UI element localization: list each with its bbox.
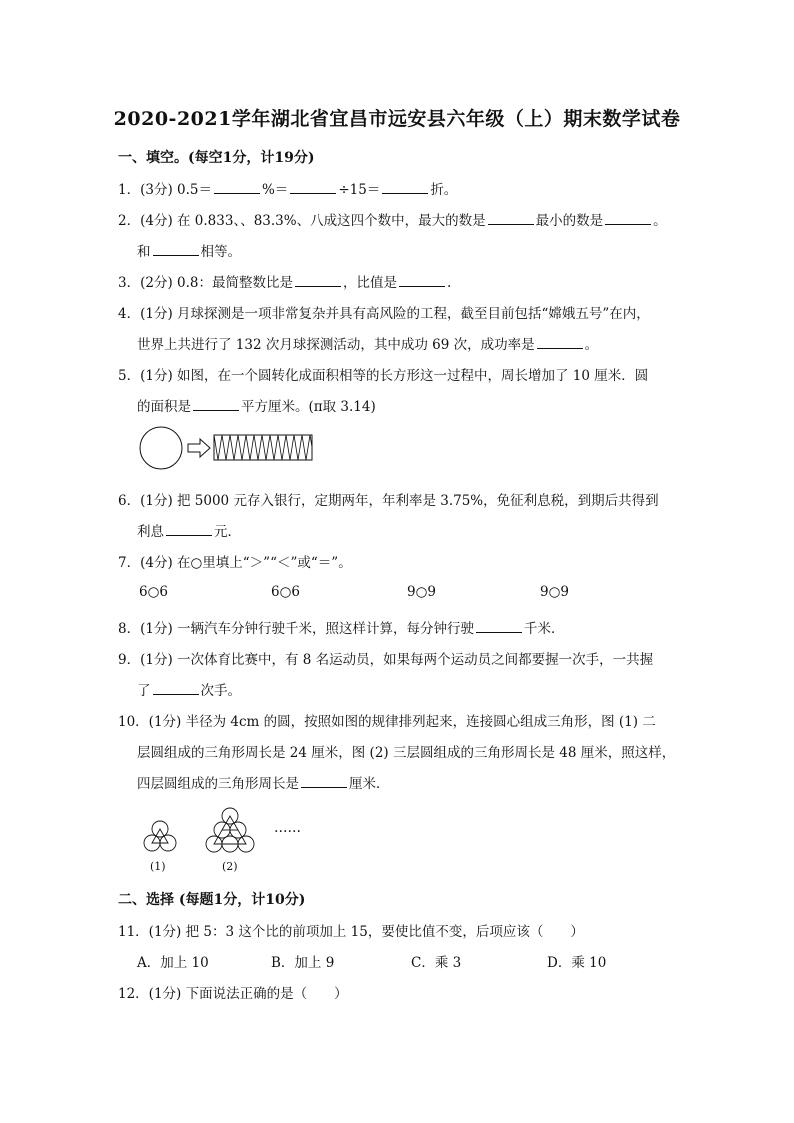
- question-2-line-2: 和 相等。: [137, 240, 241, 260]
- answer-blank[interactable]: [295, 272, 341, 287]
- section-1-heading: 一、填空。(每空1分，计19分): [118, 150, 315, 166]
- circle-triangle-figure-2: [198, 806, 262, 862]
- question-5-line-2: 的面积是 平方厘米。(π取 3.14): [137, 395, 376, 415]
- section-2-heading: 二、选择 (每题1分，计10分): [118, 892, 306, 908]
- question-6-line-2: 利息 元．: [137, 520, 241, 540]
- answer-blank[interactable]: [214, 179, 260, 194]
- answer-blank[interactable]: [476, 618, 522, 633]
- answer-blank[interactable]: [488, 210, 534, 225]
- question-3: 3．(2分) 0.8：最简整数比是 ，比值是 .: [118, 271, 451, 291]
- option-b[interactable]: B．加上 9: [271, 955, 335, 971]
- question-10-line-3: 四层圆组成的三角形周长是 厘米．: [137, 772, 390, 792]
- compare-item[interactable]: 6○6: [271, 584, 300, 600]
- answer-blank[interactable]: [605, 210, 651, 225]
- question-9-line-2: 了 次手。: [137, 679, 241, 699]
- question-12: 12．(1分) 下面说法正确的是（ ）: [118, 986, 348, 1002]
- question-1: 1．(3分) 0.5＝ %＝ ÷15＝ 折。: [118, 178, 457, 198]
- answer-blank[interactable]: [290, 179, 336, 194]
- question-5: 5．(1分) 如图，在一个圆转化成面积相等的长方形这一过程中，周长增加了 10 厘米．圆: [118, 368, 649, 384]
- option-c[interactable]: C．乘 3: [411, 955, 462, 971]
- option-a[interactable]: A．加上 10: [137, 955, 209, 971]
- zigzag-pattern: [214, 435, 312, 460]
- option-d[interactable]: D．乘 10: [547, 955, 607, 971]
- answer-blank[interactable]: [399, 272, 445, 287]
- compare-item[interactable]: 6○6: [139, 584, 168, 600]
- question-11: 11．(1分) 把 5：3 这个比的前项加上 15，要使比值不变，后项应该（ ）: [118, 924, 584, 940]
- figure-1-label: (1): [150, 860, 166, 873]
- circle-shape: [140, 427, 182, 469]
- arrow-icon: [188, 439, 210, 457]
- figure-2-label: (2): [222, 860, 238, 873]
- question-10-line-2: 层圆组成的三角形周长是 24 厘米，图 (2) 三层圆组成的三角形周长是 48 厘米，照这样，: [137, 745, 676, 761]
- compare-item[interactable]: 9○9: [540, 584, 569, 600]
- question-9: 9．(1分) 一次体育比赛中，有 8 名运动员，如果每两个运动员之间都要握一次手，一共握: [118, 652, 654, 668]
- question-6: 6．(1分) 把 5000 元存入银行，定期两年，年利率是 3.75%，免征利息税，到期后共得到: [118, 493, 659, 509]
- question-4-line-2: 世界上共进行了 132 次月球探测活动，其中成功 69 次，成功率是 。: [137, 333, 598, 353]
- compare-item[interactable]: 9○9: [407, 584, 436, 600]
- answer-blank[interactable]: [166, 521, 212, 536]
- circle-triangle-figure-1: [140, 820, 180, 860]
- answer-blank[interactable]: [382, 179, 428, 194]
- question-2: 2．(4分) 在 0.833、、83.3%、八成这四个数中，最大的数是 最小的数是 。: [118, 209, 667, 229]
- circle-to-rectangle-figure: [138, 425, 318, 471]
- question-8: 8．(1分) 一辆汽车分钟行驶千米，照这样计算，每分钟行驶 千米．: [118, 617, 565, 637]
- question-7: 7．(4分) 在○里填上“＞”“＜”或“＝”。: [118, 555, 352, 571]
- exam-title: 2020-2021学年湖北省宜昌市远安县六年级（上）期末数学试卷: [113, 108, 681, 130]
- answer-blank[interactable]: [153, 241, 199, 256]
- answer-blank[interactable]: [537, 334, 583, 349]
- question-10: 10．(1分) 半径为 4cm 的圆，按照如图的规律排列起来，连接圆心组成三角形，图 (1) 二: [118, 714, 656, 730]
- answer-blank[interactable]: [193, 396, 239, 411]
- answer-blank[interactable]: [301, 773, 347, 788]
- figure-continuation-dots: ……: [274, 820, 301, 836]
- answer-blank[interactable]: [153, 680, 199, 695]
- question-4: 4．(1分) 月球探测是一项非常复杂并具有高风险的工程，截至目前包括“嫦娥五号”在内，: [118, 306, 650, 322]
